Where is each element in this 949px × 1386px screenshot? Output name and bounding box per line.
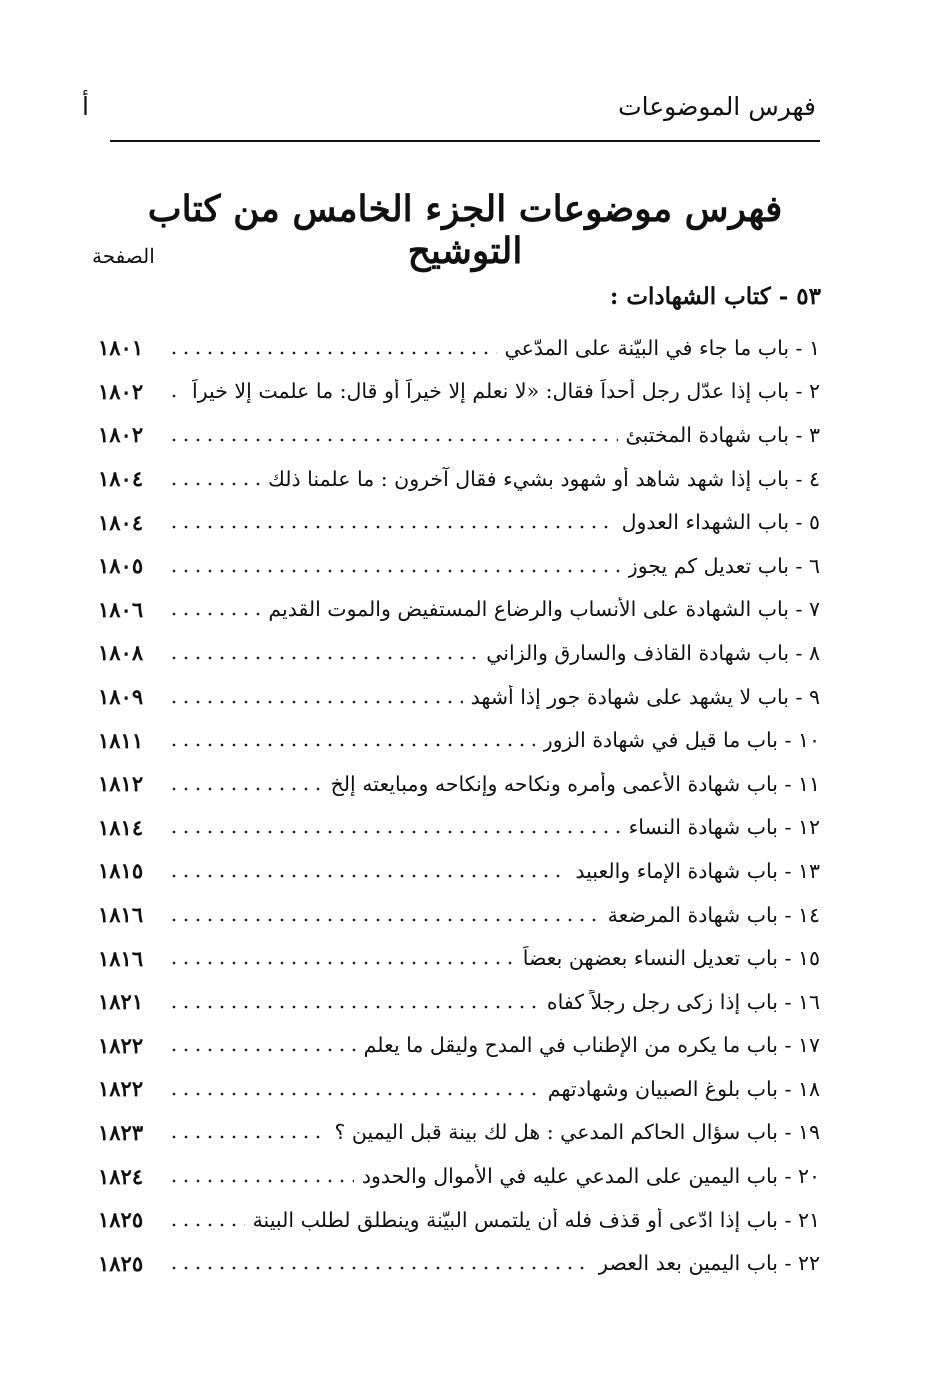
toc-entry-title: ١٦ - باب إذا زكى رجل رجلاً كفاه <box>546 989 820 1014</box>
toc-entry-page: ١٨٠١ <box>98 335 144 361</box>
dot-leader <box>168 438 618 442</box>
toc-entry <box>98 588 820 632</box>
toc-entry <box>98 936 820 980</box>
toc-entry <box>98 762 820 806</box>
toc-entry-title: ٢٠ - باب اليمين على المدعي عليه في الأموال والحدود <box>361 1164 820 1189</box>
toc-entry <box>98 457 820 501</box>
toc-entry-title: ٩ - باب لا يشهد على شهادة جور إذا أشهد <box>470 684 820 709</box>
page-title: فهرس موضوعات الجزء الخامس من كتاب التوشيح <box>147 188 783 272</box>
toc-entry-page: ١٨٠٢ <box>98 422 144 448</box>
page-letter: أ <box>82 92 89 121</box>
section-heading: ٥٣ - كتاب الشهادات : <box>609 283 821 310</box>
dot-leader <box>168 394 184 398</box>
toc-entry <box>98 980 820 1024</box>
dot-leader <box>168 525 614 529</box>
toc-entry-page: ١٨٠٦ <box>98 596 144 622</box>
dot-leader <box>168 1048 356 1052</box>
toc-entry-page: ١٨٢٣ <box>98 1119 144 1145</box>
dot-leader <box>168 918 600 922</box>
toc-entry-page: ١٨٠٥ <box>98 553 144 579</box>
toc-entry-page: ١٨١٦ <box>98 902 144 928</box>
toc-entry-page: ١٨٢٢ <box>98 1076 144 1102</box>
toc-entry-title: ٤ - باب إذا شهد شاهد أو شهود بشيء فقال آخرون : ما علمنا ذلك <box>267 466 820 491</box>
toc-entry-page: ١٨١١ <box>98 727 144 753</box>
header-rule <box>110 140 820 142</box>
toc-entry-title: ٦ - باب تعديل كم يجوز <box>627 553 820 578</box>
dot-leader <box>168 482 260 486</box>
toc-entry <box>98 1241 820 1285</box>
dot-leader <box>168 787 323 791</box>
toc-entry <box>98 1154 820 1198</box>
dot-leader <box>168 569 620 573</box>
toc-entry-title: ٥ - باب الشهداء العدول <box>621 510 820 535</box>
toc-entry-page: ١٨٠٢ <box>98 378 144 404</box>
dot-leader <box>168 1005 539 1009</box>
toc-entry <box>98 1111 820 1155</box>
toc-entry-title: ١٥ - باب تعديل النساء بعضهن بعضاً <box>522 946 820 971</box>
dot-leader <box>168 830 621 834</box>
toc-entry-title: ١٩ - باب سؤال الحاكم المدعي : هل لك بينة قبل اليمين ؟ <box>334 1120 820 1145</box>
toc-entry <box>98 806 820 850</box>
toc-entry-page: ١٨٢٤ <box>98 1163 144 1189</box>
toc-entry <box>98 675 820 719</box>
dot-leader <box>168 656 478 660</box>
dot-leader <box>168 700 463 704</box>
toc-entry-page: ١٨٠٨ <box>98 640 144 666</box>
toc-entry <box>98 1198 820 1242</box>
toc-entry-title: ١٢ - باب شهادة النساء <box>628 815 820 840</box>
dot-leader <box>168 1223 245 1227</box>
toc-entry <box>98 326 820 370</box>
dot-leader <box>168 874 567 878</box>
toc-entry-title: ٣ - باب شهادة المختبئ <box>625 422 820 447</box>
toc-entry-title: ١١ - باب شهادة الأعمى وأمره ونكاحه وإنكاحه ومبايعته إلخ <box>330 771 820 796</box>
toc-entry-page: ١٨١٥ <box>98 858 144 884</box>
toc-entry-title: ٢١ - باب إذا ادّعى أو قذف فله أن يلتمس البيّنة وينطلق لطلب البينة <box>252 1207 820 1232</box>
toc-entry-page: ١٨١٢ <box>98 771 144 797</box>
toc-entry <box>98 500 820 544</box>
dot-leader <box>168 1266 590 1270</box>
toc-entry-title: ١٤ - باب شهادة المرضعة <box>607 902 820 927</box>
toc-entry-title: ١٠ - باب ما قيل في شهادة الزور <box>542 728 820 753</box>
toc-entry-title: ١٧ - باب ما يكره من الإطناب في المدح وليقل ما يعلم <box>363 1033 820 1058</box>
dot-leader <box>168 1092 540 1096</box>
dot-leader <box>168 743 535 747</box>
toc-entry <box>98 631 820 675</box>
toc-entry-title: ٢٢ - باب اليمين بعد العصر <box>598 1251 820 1276</box>
toc-entry-page: ١٨٠٤ <box>98 466 144 492</box>
toc-entry <box>98 1024 820 1068</box>
toc-entry <box>98 1067 820 1111</box>
running-header <box>82 92 816 134</box>
dot-leader <box>168 1179 354 1183</box>
toc-entry-page: ١٨٢٥ <box>98 1250 144 1276</box>
toc-entry <box>98 544 820 588</box>
toc-entry <box>98 370 820 414</box>
toc-entry-page: ١٨٢١ <box>98 989 144 1015</box>
dot-leader <box>168 961 515 965</box>
toc-entry-page: ١٨١٤ <box>98 814 144 840</box>
dot-leader <box>168 612 260 616</box>
toc-entry <box>98 849 820 893</box>
toc-entry-page: ١٨٠٩ <box>98 684 144 710</box>
dot-leader <box>168 1135 327 1139</box>
toc-entry-title: ٧ - باب الشهادة على الأنساب والرضاع المستفيض والموت القديم <box>268 597 820 622</box>
running-title: فهرس الموضوعات <box>618 92 816 121</box>
toc-entry-page: ١٨١٦ <box>98 945 144 971</box>
toc-entry-title: ١٨ - باب بلوغ الصبيان وشهادتهم <box>547 1076 820 1101</box>
toc-entry-title: ٢ - باب إذا عدّل رجل أحداً فقال: «لا نعلم إلا خيراً أو قال: ما علمت إلا خيراً <box>192 379 820 404</box>
toc-entry-page: ١٨٢٥ <box>98 1207 144 1233</box>
toc-entry-title: ٨ - باب شهادة القاذف والسارق والزاني <box>486 640 820 665</box>
toc-entry-title: ١٣ - باب شهادة الإماء والعبيد <box>575 858 820 883</box>
toc-entry-title: ١ - باب ما جاء في البيّنة على المدّعي <box>504 335 820 360</box>
dot-leader <box>168 351 497 355</box>
toc-entry-page: ١٨٢٢ <box>98 1032 144 1058</box>
toc-entry <box>98 413 820 457</box>
toc-entry <box>98 893 820 937</box>
toc-entry <box>98 718 820 762</box>
toc-entry-page: ١٨٠٤ <box>98 509 144 535</box>
page-column-label: الصفحة <box>92 244 155 268</box>
toc-list <box>98 326 820 1285</box>
